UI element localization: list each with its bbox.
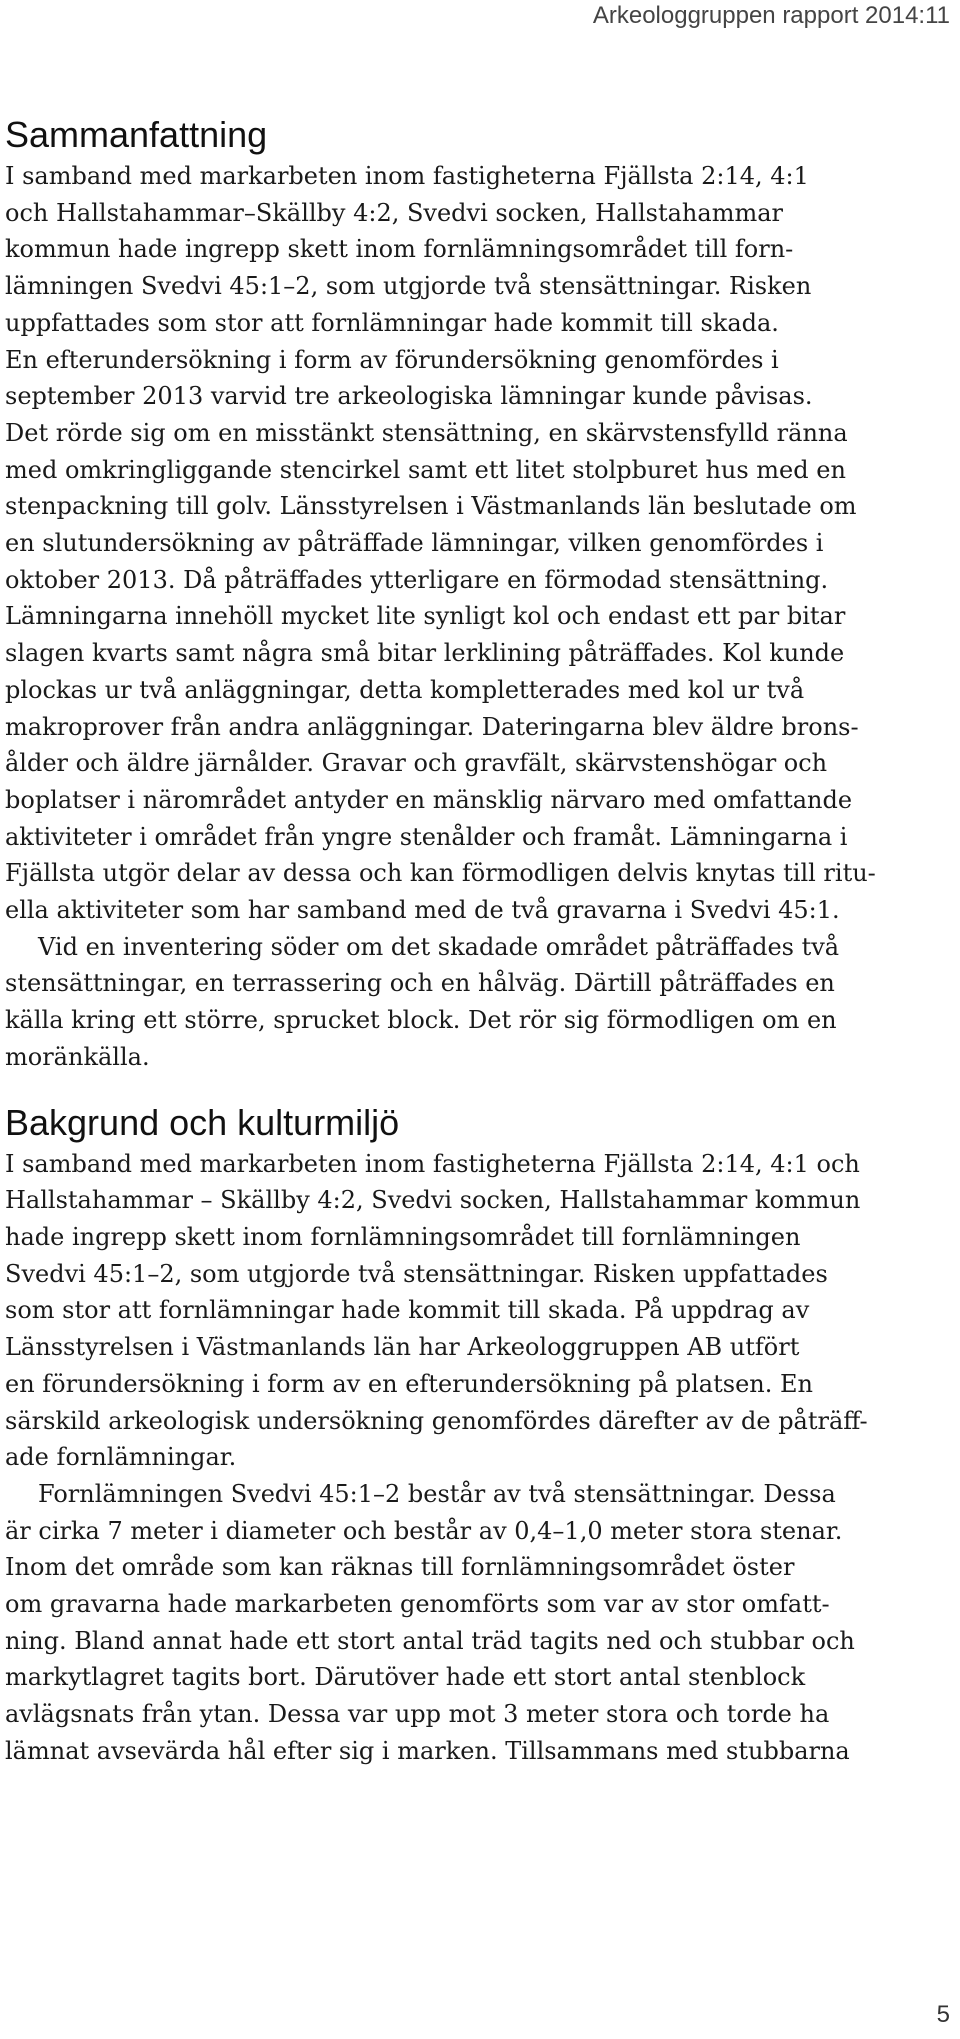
background-text [5,1146,949,1770]
page-body [5,112,949,1770]
text-line: särskild arkeologisk undersökning genomfördes därefter av de påträff- [5,1406,868,1435]
text-line: uppfattades som stor att fornlämningar hade kommit till skada. [5,308,779,337]
text-line: Fornlämningen Svedvi 45:1–2 består av två stensättningar. Dessa [38,1479,836,1508]
text-line: En efterundersökning i form av förundersökning genomfördes i [5,345,779,374]
text-line: ade fornlämningar. [5,1443,237,1472]
text-line: markytlagret tagits bort. Därutöver hade ett stort antal stenblock [5,1663,806,1692]
page-number: 5 [936,2001,950,2028]
section-heading-background: Bakgrund och kulturmiljö [5,1101,400,1143]
text-line: lämnat avsevärda hål efter sig i marken. Tillsammans med stubbarna [5,1736,850,1765]
text-line: boplatser i närområdet antyder en mänsklig närvaro med omfattande [5,785,853,814]
text-line: Det rörde sig om en misstänkt stensättning, en skärvstensfylld ränna [5,418,848,447]
text-line: källa kring ett större, sprucket block. Det rör sig förmodligen om en [5,1006,837,1035]
text-line: om gravarna hade markarbeten genomförts som var av stor omfatt- [5,1590,830,1619]
text-line: kommun hade ingrepp skett inom fornlämningsområdet till forn- [5,235,794,264]
text-line: lämningen Svedvi 45:1–2, som utgjorde två stensättningar. Risken [5,272,812,301]
text-line: ålder och äldre järnålder. Gravar och gravfält, skärvstenshögar och [5,749,828,778]
text-line: I samband med markarbeten inom fastigheterna Fjällsta 2:14, 4:1 [5,162,809,190]
text-line: Lämningarna innehöll mycket lite synligt kol och endast ett par bitar [5,602,846,631]
text-line: makroprover från andra anläggningar. Dateringarna blev äldre brons- [5,712,859,741]
text-line: avlägsnats från ytan. Dessa var upp mot 3 meter stora och torde ha [5,1700,830,1729]
text-line: ning. Bland annat hade ett stort antal träd tagits ned och stubbar och [5,1626,855,1655]
text-line: september 2013 varvid tre arkeologiska lämningar kunde påvisas. [5,382,813,411]
text-line: ella aktiviteter som har samband med de två gravarna i Svedvi 45:1. [5,896,840,925]
text-line: slagen kvarts samt några små bitar lerklining påträffades. Kol kunde [5,639,845,668]
section-heading-summary: Sammanfattning [5,114,268,155]
summary-text [5,158,949,1076]
running-head: Arkeologgruppen rapport 2014:11 [592,2,950,29]
text-line: aktiviteter i området från yngre stenålder och framåt. Lämningarna i [5,822,848,851]
text-line: Fjällsta utgör delar av dessa och kan förmodligen delvis knytas till ritu- [5,859,876,888]
text-line: som stor att fornlämningar hade kommit till skada. På uppdrag av [5,1296,810,1325]
text-line: är cirka 7 meter i diameter och består av 0,4–1,0 meter stora stenar. [5,1516,843,1545]
text-line: en förundersökning i form av en efterundersökning på platsen. En [5,1369,813,1398]
text-line: moränkälla. [5,1042,150,1071]
text-line: Vid en inventering söder om det skadade området påträffades två [38,932,840,961]
text-line: Hallstahammar – Skällby 4:2, Svedvi socken, Hallstahammar kommun [5,1186,861,1215]
text-line: en slutundersökning av påträffade lämningar, vilken genomfördes i [5,529,824,558]
text-line: hade ingrepp skett inom fornlämningsområdet till fornlämningen [5,1222,801,1251]
text-line: stensättningar, en terrassering och en hålväg. Därtill påträffades en [5,969,835,998]
text-line: med omkringliggande stencirkel samt ett litet stolpburet hus med en [5,455,846,484]
text-line: Länsstyrelsen i Västmanlands län har Arkeologgruppen AB utfört [5,1333,800,1362]
text-line: Inom det område som kan räknas till fornlämningsområdet öster [5,1553,795,1582]
text-line: Svedvi 45:1–2, som utgjorde två stensättningar. Risken uppfattades [5,1259,828,1288]
text-line: I samband med markarbeten inom fastigheterna Fjällsta 2:14, 4:1 och [5,1149,860,1178]
text-line: stenpackning till golv. Länsstyrelsen i Västmanlands län beslutade om [5,492,857,521]
text-line: och Hallstahammar–Skällby 4:2, Svedvi socken, Hallstahammar [5,198,783,227]
text-line: oktober 2013. Då påträffades ytterligare en förmodad stensättning. [5,565,829,594]
text-line: plockas ur två anläggningar, detta kompletterades med kol ur två [5,675,805,704]
